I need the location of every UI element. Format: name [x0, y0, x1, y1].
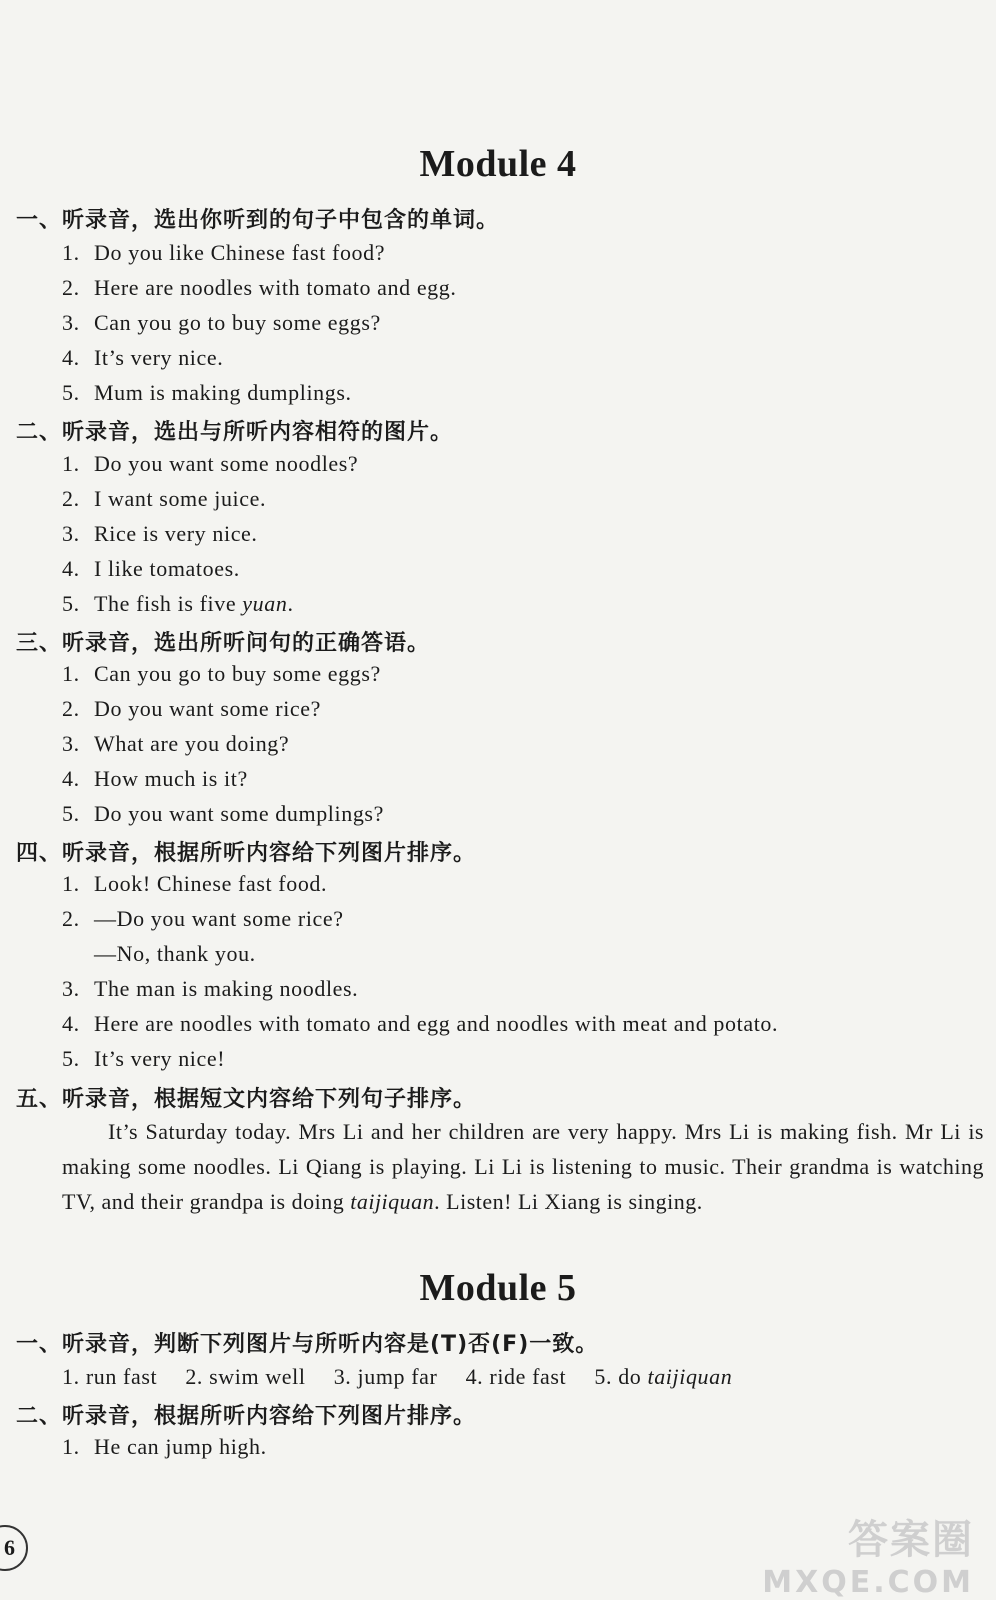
- word-text: ride fast: [489, 1364, 567, 1389]
- m4-s4-item-2: [62, 906, 344, 932]
- word-item: [185, 1364, 305, 1389]
- m4-section-1-heading: 一、听录音，选出你听到的句子中包含的单词。: [16, 208, 500, 233]
- paragraph-after: . Listen! Li Xiang is singing.: [434, 1189, 703, 1214]
- m4-s1-item-2: [62, 275, 456, 301]
- item-number: 1.: [62, 240, 80, 265]
- word-number: 3.: [333, 1364, 352, 1389]
- m4-s2-item-5: [62, 591, 294, 617]
- item-number: 3.: [62, 976, 80, 1001]
- item-number: 1.: [62, 661, 80, 686]
- item-number: 2.: [62, 486, 80, 511]
- m4-s2-item-2: [62, 486, 266, 512]
- item-text: He can jump high.: [94, 1434, 267, 1459]
- item-text: I like tomatoes.: [94, 556, 240, 581]
- m4-s1-item-4: [62, 345, 223, 371]
- item-number: 3.: [62, 521, 80, 546]
- word-number: 1.: [62, 1364, 80, 1389]
- word-text: jump far: [357, 1364, 438, 1389]
- m4-s3-item-1: [62, 661, 381, 687]
- word-text: run fast: [85, 1364, 158, 1389]
- item-number: 3.: [62, 310, 80, 335]
- m4-s2-item-3: [62, 521, 258, 547]
- m5-s2-item-1: [62, 1434, 267, 1460]
- module-5-title: Module 5: [419, 1267, 577, 1309]
- item-number: 1.: [62, 451, 80, 476]
- m4-s2-item-4: [62, 556, 240, 582]
- item-number: 5.: [62, 591, 80, 616]
- item-number: 3.: [62, 731, 80, 756]
- m4-s4-item-3: [62, 976, 358, 1002]
- m5-section-1-heading: 一、听录音，判断下列图片与所听内容是(T)否(F)一致。: [16, 1332, 599, 1357]
- page-number-badge: [0, 1525, 28, 1571]
- item-text: It’s very nice.: [94, 345, 224, 370]
- item-text: —No, thank you.: [94, 941, 256, 966]
- item-number: 4.: [62, 766, 80, 791]
- item-number: 4.: [62, 556, 80, 581]
- item-text: It’s very nice!: [94, 1046, 226, 1071]
- item-text: Do you like Chinese fast food?: [94, 240, 386, 265]
- item-number: 5.: [62, 1046, 80, 1071]
- item-text: Look! Chinese fast food.: [94, 871, 328, 896]
- item-number: 2.: [62, 696, 80, 721]
- item-text: I want some juice.: [94, 486, 267, 511]
- page-number: 6: [4, 1535, 15, 1560]
- m4-s3-item-4: [62, 766, 248, 792]
- item-number: 1.: [62, 871, 80, 896]
- item-text: The fish is five: [94, 591, 243, 616]
- m4-s4-item-2b: [62, 941, 256, 967]
- watermark-line-2: MXQE.COM: [762, 1565, 974, 1600]
- word-italic: taijiquan: [647, 1364, 733, 1389]
- m4-s4-item-1: [62, 871, 327, 897]
- item-text: Can you go to buy some eggs?: [94, 310, 381, 335]
- word-text: swim well: [209, 1364, 306, 1389]
- word-item: [466, 1364, 567, 1389]
- item-text: Here are noodles with tomato and egg.: [94, 275, 457, 300]
- item-text: Can you go to buy some eggs?: [94, 661, 381, 686]
- m4-section-4-heading: 四、听录音，根据所听内容给下列图片排序。: [16, 841, 477, 866]
- item-text: Mum is making dumplings.: [94, 380, 352, 405]
- item-text: Do you want some noodles?: [94, 451, 359, 476]
- item-text: What are you doing?: [94, 731, 290, 756]
- watermark-line-1: 答案圈: [848, 1517, 974, 1563]
- m4-section-2-heading: 二、听录音，选出与所听内容相符的图片。: [16, 420, 454, 445]
- item-number: 4.: [62, 345, 80, 370]
- item-text: The man is making noodles.: [94, 976, 359, 1001]
- paragraph-text: It’s Saturday today. Mrs Li and her children are very happy. Mrs Li is making fish. Mr Li is making some noodles. Li Qiang is playing. Li Li is listening to music. Their grandma is watching TV, and their grandpa is doing: [62, 1119, 984, 1214]
- m4-s3-item-5: [62, 801, 384, 827]
- m4-section-5-heading: 五、听录音，根据短文内容给下列句子排序。: [16, 1087, 477, 1112]
- m5-section-2-heading: 二、听录音，根据所听内容给下列图片排序。: [16, 1404, 477, 1429]
- m4-s1-item-1: [62, 240, 385, 266]
- item-text: —Do you want some rice?: [94, 906, 344, 931]
- word-item: [334, 1364, 438, 1389]
- item-number: 1.: [62, 1434, 80, 1459]
- word-number: 5.: [594, 1364, 613, 1389]
- item-number: 4.: [62, 1011, 80, 1036]
- item-text: Here are noodles with tomato and egg and noodles with meat and potato.: [94, 1011, 779, 1036]
- m4-s1-item-3: [62, 310, 381, 336]
- item-number: 2.: [62, 275, 80, 300]
- watermark: [762, 1508, 974, 1600]
- m4-s4-item-5: [62, 1046, 225, 1072]
- item-text: Rice is very nice.: [94, 521, 258, 546]
- m5-s1-words: [62, 1364, 754, 1390]
- m4-s2-item-1: [62, 451, 358, 477]
- word-item: [594, 1364, 732, 1389]
- item-text: Do you want some rice?: [94, 696, 322, 721]
- word-number: 2.: [185, 1364, 204, 1389]
- m4-s5-paragraph: [62, 1114, 984, 1219]
- item-number: 2.: [62, 906, 80, 931]
- m4-section-3-heading: 三、听录音，选出所听问句的正确答语。: [16, 631, 431, 656]
- word-item: [62, 1364, 157, 1389]
- word-text: do: [618, 1364, 648, 1389]
- item-after: .: [287, 591, 294, 616]
- m4-s3-item-3: [62, 731, 289, 757]
- item-number: 5.: [62, 380, 80, 405]
- item-text: How much is it?: [94, 766, 248, 791]
- item-italic: yuan: [242, 591, 288, 616]
- word-number: 4.: [465, 1364, 484, 1389]
- item-number: 5.: [62, 801, 80, 826]
- module-4-title: Module 4: [419, 143, 577, 185]
- m4-s1-item-5: [62, 380, 352, 406]
- item-text: Do you want some dumplings?: [94, 801, 384, 826]
- paragraph-italic: taijiquan: [350, 1189, 435, 1214]
- m4-s3-item-2: [62, 696, 321, 722]
- m4-s4-item-4: [62, 1011, 778, 1037]
